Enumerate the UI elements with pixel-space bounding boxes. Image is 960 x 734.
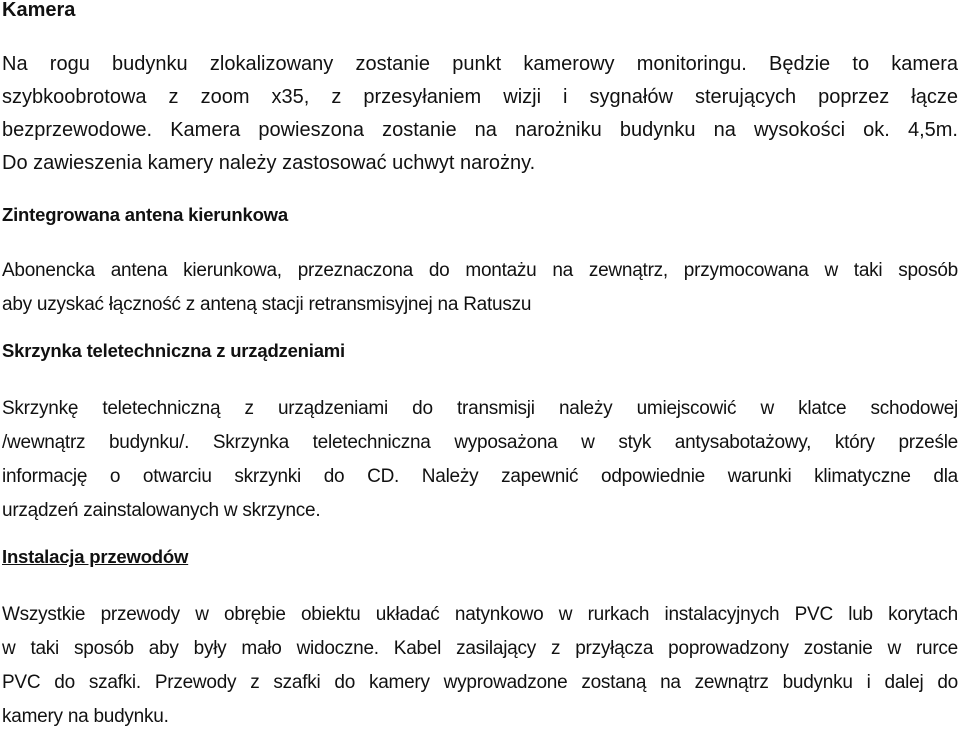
paragraph-line: w taki sposób aby były mało widoczne. Kabel zasilający z przyłącza poprowadzony zostanie w rurce (2, 638, 958, 659)
section-heading-kamera: Kamera (2, 0, 76, 21)
section-heading-instalacja: Instalacja przewodów (2, 546, 189, 567)
paragraph-line: szybkoobrotowa z zoom x35, z przesyłaniem wizji i sygnałów sterujących poprzez łącze (2, 86, 958, 108)
section-heading-skrzynka: Skrzynka teletechniczna z urządzeniami (2, 340, 345, 361)
paragraph-line: informację o otwarciu skrzynki do CD. Należy zapewnić odpowiednie warunki klimatyczne dla (2, 466, 958, 487)
section-paragraph-kamera (2, 48, 958, 180)
paragraph-line: kamery na budynku. (2, 706, 169, 727)
paragraph-line: /wewnątrz budynku/. Skrzynka teletechniczna wyposażona w styk antysabotażowy, który prześle (2, 432, 958, 453)
paragraph-line: urządzeń zainstalowanych w skrzynce. (2, 500, 321, 521)
paragraph-line: bezprzewodowe. Kamera powieszona zostanie na narożniku budynku na wysokości ok. 4,5m. (2, 119, 958, 141)
section-heading-antena: Zintegrowana antena kierunkowa (2, 204, 288, 225)
paragraph-line: PVC do szafki. Przewody z szafki do kamery wyprowadzone zostaną na zewnątrz budynku i dalej do (2, 672, 958, 693)
paragraph-line: Na rogu budynku zlokalizowany zostanie punkt kamerowy monitoringu. Będzie to kamera (2, 53, 958, 75)
section-paragraph-skrzynka (2, 392, 958, 528)
section-paragraph-instalacja (2, 598, 958, 734)
paragraph-line: Wszystkie przewody w obrębie obiektu układać natynkowo w rurkach instalacyjnych PVC lub korytach (2, 604, 958, 625)
paragraph-line: Do zawieszenia kamery należy zastosować uchwyt narożny. (2, 152, 536, 174)
section-paragraph-antena (2, 254, 958, 322)
paragraph-line: Abonencka antena kierunkowa, przeznaczona do montażu na zewnątrz, przymocowana w taki sposób (2, 260, 958, 281)
paragraph-line: aby uzyskać łączność z anteną stacji retransmisyjnej na Ratuszu (2, 294, 532, 315)
paragraph-line: Skrzynkę teletechniczną z urządzeniami do transmisji należy umiejscowić w klatce schodowej (2, 398, 958, 419)
